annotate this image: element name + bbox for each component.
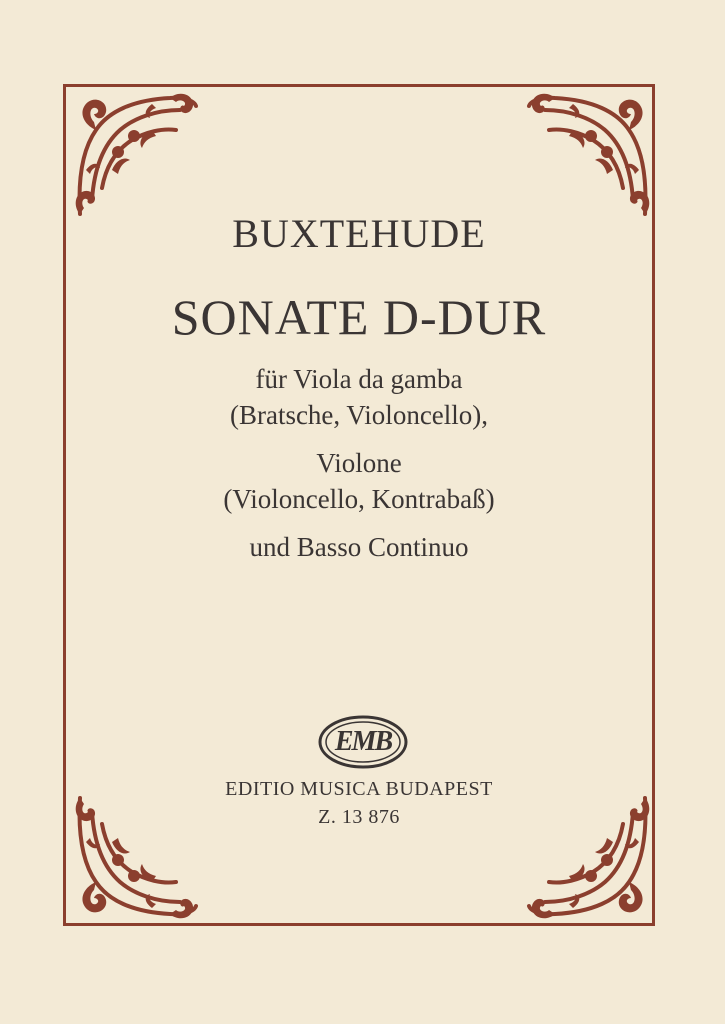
instrumentation-line: Violone [316,448,402,478]
composer-name: BUXTEHUDE [232,211,486,256]
corner-ornament-top-left-icon [72,90,204,222]
publisher-name: EDITIO MUSICA BUDAPEST [225,778,493,800]
instrumentation-line: für Viola da gamba [255,364,463,394]
work-title: SONATE D-DUR [171,289,547,345]
corner-ornament-top-right-icon [521,90,653,222]
instrumentation-line: (Bratsche, Violoncello), [229,400,489,430]
catalog-number: Z. 13 876 [318,806,400,828]
instrumentation-line: und Basso Continuo [249,532,469,562]
logo-text: EMB [334,726,392,757]
emb-logo-icon [317,714,409,770]
instrumentation-line: (Violoncello, Kontrabaß) [223,484,495,514]
